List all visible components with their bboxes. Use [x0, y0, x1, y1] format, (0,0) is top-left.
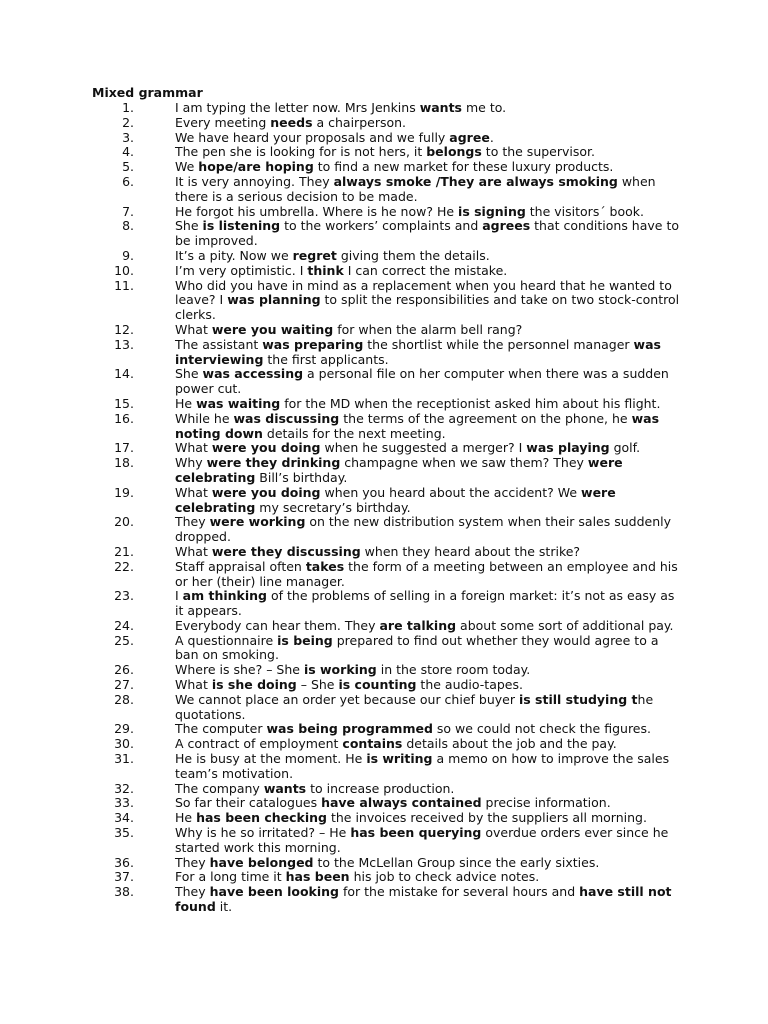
list-item [0, 219, 768, 249]
item-number: 4. [122, 144, 134, 160]
list-item [0, 486, 768, 516]
item-text [175, 810, 647, 825]
item-text [175, 618, 674, 633]
list-item [0, 678, 768, 693]
item-number: 3. [122, 129, 134, 145]
item-number: 5. [122, 159, 134, 175]
item-number: 8. [122, 218, 134, 234]
sentence-text: What [175, 440, 212, 456]
item-text [175, 633, 658, 663]
item-number: 25. [114, 632, 134, 648]
answer-text: am thinking [182, 588, 267, 604]
answer-text: was interviewing [175, 336, 661, 367]
list-item [0, 826, 768, 856]
item-number: 30. [114, 736, 134, 752]
sentence-text: a personal file on her computer when there was a sudden power cut. [175, 366, 669, 397]
item-text [175, 855, 599, 870]
sentence-text: Who did you have in mind as a replacement when you heard that he wanted to leave? I [175, 277, 672, 308]
answer-text: were they drinking [206, 455, 341, 471]
list-item [0, 264, 768, 279]
answer-text: agree [449, 129, 490, 145]
list-item [0, 885, 768, 915]
sentence-text: It is very annoying. They [175, 173, 334, 189]
sentence-text: the form of a meeting between an employee and his or her (their) line manager. [175, 558, 678, 589]
sentence-text: What [175, 484, 212, 500]
sentence-text: I [175, 588, 183, 604]
answer-text: has been querying [350, 825, 482, 841]
list-item [0, 722, 768, 737]
item-number: 31. [114, 751, 134, 767]
sentence-text: I’m very optimistic. I [175, 262, 308, 278]
sentence-text: me to. [462, 100, 507, 115]
sentence-text: He is busy at the moment. He [175, 751, 367, 767]
list-item [0, 338, 768, 368]
sentence-text: A questionnaire [175, 632, 278, 648]
sentence-text: details for the next meeting. [262, 425, 446, 441]
answer-text: were celebrating [175, 455, 623, 485]
list-item [0, 205, 768, 220]
item-text [175, 869, 539, 884]
answer-text: wants [419, 100, 462, 115]
sentence-text: to the McLellan Group since the early sixties. [313, 854, 600, 870]
answer-text: were celebrating [175, 484, 616, 515]
item-number: 12. [114, 321, 134, 337]
answer-text: were you doing [211, 484, 321, 500]
item-number: 20. [114, 514, 134, 530]
item-text [175, 411, 659, 441]
sentence-text: We have heard your proposals and we fully [175, 129, 450, 145]
sentence-text: We [175, 159, 199, 175]
sentence-text: so we could not check the figures. [432, 721, 651, 737]
sentence-text: Bill’s birthday. [255, 469, 348, 485]
sentence-text: for the mistake for several hours and [339, 884, 580, 900]
item-number: 18. [114, 455, 134, 471]
sentence-text: – She [296, 677, 339, 693]
list-item [0, 323, 768, 338]
answer-text: is being [277, 632, 333, 648]
answer-text: was noting down [175, 410, 660, 441]
list-item [0, 160, 768, 175]
item-text [175, 263, 507, 278]
answer-text: think [307, 262, 344, 278]
sentence-text: about some sort of additional pay. [456, 617, 674, 633]
sentence-text: to increase production. [306, 780, 455, 796]
list-item [0, 811, 768, 826]
item-text [175, 130, 494, 145]
item-number: 32. [114, 780, 134, 796]
item-text [175, 455, 623, 485]
item-text [175, 485, 616, 515]
item-text [175, 736, 617, 751]
answer-text: are talking [379, 617, 457, 633]
item-number: 33. [114, 795, 134, 811]
sentence-text: golf. [609, 440, 641, 456]
item-number: 27. [114, 677, 134, 693]
answer-text: have always contained [321, 795, 482, 811]
list-item [0, 441, 768, 456]
item-text [175, 337, 661, 367]
answer-text: regret [292, 247, 337, 263]
item-number: 6. [122, 173, 134, 189]
item-number: 29. [114, 721, 134, 737]
item-number: 9. [122, 247, 134, 263]
sentence-text: a chairperson. [312, 114, 407, 130]
answer-text: were you waiting [211, 321, 334, 337]
answer-text: was planning [227, 292, 321, 308]
sentence-text: Why is he so irritated? – He [175, 825, 351, 841]
item-text [175, 115, 406, 130]
list-item [0, 456, 768, 486]
item-number: 13. [114, 336, 134, 352]
sentence-text: What [175, 543, 212, 559]
list-item [0, 782, 768, 797]
list-item [0, 145, 768, 160]
item-text [175, 100, 506, 115]
answer-text: has been checking [196, 810, 327, 826]
item-number: 22. [114, 558, 134, 574]
sentence-text: She [175, 366, 203, 382]
sentence-text: . [489, 129, 494, 145]
item-text [175, 588, 674, 618]
answer-text: always smoke /They are always smoking [333, 173, 618, 189]
sentence-text: We cannot place an order yet because our chief buyer [175, 691, 519, 707]
sentence-text: It’s a pity. Now we [175, 247, 293, 263]
answer-text: was accessing [202, 366, 304, 382]
sentence-text: for when the alarm bell rang? [333, 321, 523, 337]
item-text [175, 366, 669, 396]
item-number: 14. [114, 366, 134, 382]
item-number: 36. [114, 854, 134, 870]
sentence-text: my secretary’s birthday. [255, 499, 411, 515]
item-number: 7. [122, 203, 134, 219]
list-item [0, 737, 768, 752]
document-title: Mixed grammar [92, 85, 203, 100]
sentence-text: in the store room today. [376, 662, 531, 678]
sentence-text: when they heard about the strike? [360, 543, 581, 559]
sentence-text: to split the responsibilities and take on two stock-control clerks. [175, 292, 680, 323]
answer-text: is writing [366, 751, 433, 767]
list-item [0, 870, 768, 885]
answer-text: needs [270, 114, 313, 130]
sentence-text: that conditions have to be improved. [175, 218, 679, 249]
sentence-text: The company [175, 780, 264, 796]
item-text [175, 825, 668, 855]
list-item [0, 545, 768, 560]
sentence-text: for the MD when the receptionist asked him about his flight. [280, 395, 661, 411]
item-number: 37. [114, 869, 134, 885]
item-text [175, 174, 656, 204]
sentence-text: For a long time it [175, 869, 286, 885]
sentence-text: The assistant [175, 336, 263, 352]
answer-text: were working [209, 514, 306, 530]
sentence-text: to the supervisor. [481, 144, 596, 160]
list-item [0, 116, 768, 131]
item-text [175, 204, 644, 219]
item-number: 19. [114, 484, 134, 500]
answer-text: have still not found [175, 884, 672, 915]
item-text [175, 781, 454, 796]
list-item [0, 249, 768, 264]
sentence-text: champagne when we saw them? They [340, 455, 588, 471]
sentence-text: They [175, 854, 210, 870]
list-item [0, 397, 768, 412]
sentence-text: the first applicants. [263, 351, 389, 367]
item-text [175, 795, 611, 810]
item-text [175, 514, 671, 544]
sentence-text: precise information. [481, 795, 611, 811]
sentence-text: to find a new market for these luxury products. [313, 159, 614, 175]
answer-text: was being programmed [266, 721, 433, 737]
sentence-text: So far their catalogues [175, 795, 322, 811]
sentence-text: prepared to find out whether they would agree to a ban on smoking. [175, 632, 659, 663]
sentence-text: a memo on how to improve the sales team’s motivation. [175, 751, 670, 781]
sentence-text: He [175, 395, 197, 411]
item-text [175, 278, 679, 323]
sentence-text: A contract of employment [175, 736, 343, 752]
item-number: 38. [114, 884, 134, 900]
answer-text: has been [285, 869, 350, 885]
item-text [175, 721, 651, 736]
list-item [0, 796, 768, 811]
item-number: 17. [114, 440, 134, 456]
sentence-text: The pen she is looking for is not hers, it [175, 144, 427, 160]
list-item [0, 856, 768, 871]
answer-text: was preparing [262, 336, 364, 352]
sentence-text: Why [175, 455, 207, 471]
item-text [175, 218, 679, 248]
list-item [0, 131, 768, 146]
item-number: 2. [122, 114, 134, 130]
sentence-text: I can correct the mistake. [343, 262, 508, 278]
sentence-text: giving them the details. [336, 247, 490, 263]
sentence-text: I am typing the letter now. Mrs Jenkins [175, 100, 420, 115]
sentence-text: The computer [175, 721, 267, 737]
list-item [0, 693, 768, 723]
sentence-text: While he [175, 410, 234, 426]
item-text [175, 144, 595, 159]
answer-text: contains [342, 736, 403, 752]
answer-text: was discussing [233, 410, 340, 426]
item-number: 23. [114, 588, 134, 604]
sentence-text: Every meeting [175, 114, 271, 130]
list-item [0, 752, 768, 782]
sentence-text: overdue orders ever since he started work this morning. [175, 825, 669, 855]
item-number: 28. [114, 691, 134, 707]
item-number: 1. [122, 100, 134, 115]
answer-text: was waiting [196, 395, 281, 411]
item-text [175, 884, 672, 914]
sentence-text: to the workers’ complaints and [280, 218, 483, 234]
list-item [0, 101, 768, 116]
answer-text: belongs [426, 144, 482, 160]
answer-text: is signing [458, 203, 526, 219]
sentence-text: What [175, 321, 212, 337]
answer-text: is working [303, 662, 377, 678]
sentence-text: They [175, 514, 210, 530]
answer-text: agrees [482, 218, 531, 234]
sentence-text: he quotations. [175, 691, 654, 722]
sentence-text: of the problems of selling in a foreign market: it’s not as easy as it appears. [175, 588, 675, 619]
sentence-text: when he suggested a merger? I [320, 440, 527, 456]
item-text [175, 544, 580, 559]
answer-text: hope/are hoping [198, 159, 314, 175]
list-item [0, 589, 768, 619]
list-item [0, 663, 768, 678]
sentence-text: the terms of the agreement on the phone, he [339, 410, 632, 426]
sentence-text: on the new distribution system when their sales suddenly dropped. [175, 514, 672, 545]
sentence-text: He [175, 810, 197, 826]
item-number: 21. [114, 543, 134, 559]
sentence-text: He forgot his umbrella. Where is he now? He [175, 203, 459, 219]
item-number: 34. [114, 810, 134, 826]
sentence-text: the visitors´ book. [525, 203, 644, 219]
list-item [0, 175, 768, 205]
sentence-text: Everybody can hear them. They [175, 617, 380, 633]
list-item [0, 515, 768, 545]
sentence-text: She [175, 218, 203, 234]
list-item [0, 367, 768, 397]
answer-text: takes [305, 558, 345, 574]
sentence-text: Staff appraisal often [175, 558, 306, 574]
sentence-text: it. [215, 899, 233, 915]
item-text [175, 396, 660, 411]
answer-text: were they discussing [211, 543, 361, 559]
list-item [0, 560, 768, 590]
sentence-text: Where is she? – She [175, 662, 304, 678]
answer-text: is listening [202, 218, 281, 234]
answer-text: was playing [526, 440, 610, 456]
list-item [0, 619, 768, 634]
answer-text: is still studying t [518, 691, 638, 707]
item-number: 24. [114, 617, 134, 633]
sentence-text: details about the job and the pay. [402, 736, 617, 752]
item-text [175, 662, 530, 677]
list-item [0, 634, 768, 664]
list-item [0, 279, 768, 323]
item-text [175, 159, 613, 174]
item-number: 35. [114, 825, 134, 841]
item-text [175, 692, 653, 722]
item-text [175, 559, 678, 589]
answer-text: is counting [338, 677, 417, 693]
item-number: 26. [114, 662, 134, 678]
answer-text: wants [263, 780, 307, 796]
sentence-text: when you heard about the accident? We [320, 484, 582, 500]
answer-text: have been looking [209, 884, 339, 900]
item-text [175, 440, 640, 455]
sentence-text: when there is a serious decision to be made. [175, 173, 656, 204]
sentence-text: the shortlist while the personnel manager [363, 336, 634, 352]
sentence-text: the invoices received by the suppliers all morning. [327, 810, 647, 826]
list-item [0, 412, 768, 442]
sentence-text: the audio-tapes. [416, 677, 523, 693]
answer-text: were you doing [211, 440, 321, 456]
item-text [175, 751, 669, 781]
exercise-list [0, 101, 768, 915]
item-number: 16. [114, 410, 134, 426]
answer-text: is she doing [211, 677, 297, 693]
item-text [175, 677, 523, 692]
sentence-text: his job to check advice notes. [349, 869, 540, 885]
sentence-text: They [175, 884, 210, 900]
item-number: 15. [114, 395, 134, 411]
sentence-text: What [175, 677, 212, 693]
item-text [175, 322, 522, 337]
item-text [175, 248, 490, 263]
item-number: 11. [114, 277, 134, 293]
item-number: 10. [114, 262, 134, 278]
answer-text: have belonged [209, 854, 314, 870]
